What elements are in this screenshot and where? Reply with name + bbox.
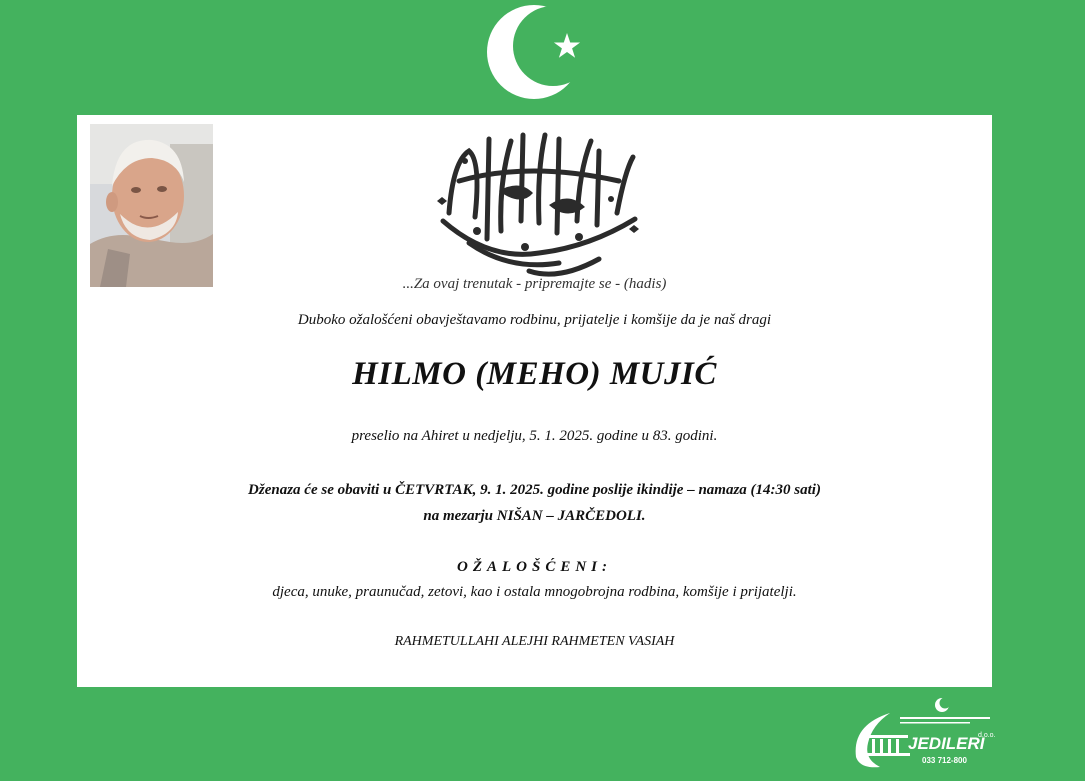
funeral-location: na mezarju NIŠAN – JARČEDOLI.: [423, 508, 646, 524]
funeral-info: Dženaza će se obaviti u ČETVRTAK, 9. 1. 2025. godine poslije ikindije – namaza (14:30 sati): [248, 482, 821, 498]
arabic-calligraphy: [429, 121, 649, 281]
logo-phone: 033 712-800: [922, 756, 967, 765]
deceased-name: HILMO (MEHO) MUJIĆ: [352, 356, 717, 392]
passing-date: preselio na Ahiret u nedjelju, 5. 1. 2025. godine u 83. godini.: [351, 428, 718, 444]
obituary-card: [77, 115, 992, 687]
mourners-list: djeca, unuke, praunučad, zetovi, kao i ostala mnogobrojna rodbina, komšije i prijatelji.: [272, 584, 797, 600]
deceased-portrait: [90, 124, 213, 287]
mourners-heading: OŽALOŠĆENI:: [456, 559, 612, 575]
announcement-intro: Duboko ožalošćeni obavještavamo rodbinu, prijatelje i komšije da je naš dragi: [297, 312, 772, 328]
hadith-quote: ...Za ovaj trenutak - pripremajte se - (hadis): [402, 276, 667, 292]
logo-name: JEDILERI: [908, 734, 985, 753]
jedileri-logo: [850, 695, 1000, 775]
logo-suffix: d.o.o.: [978, 732, 996, 739]
crescent-and-star-icon: [478, 0, 590, 104]
closing-prayer: RAHMETULLAHI ALEJHI RAHMETEN VASIAH: [394, 634, 675, 649]
